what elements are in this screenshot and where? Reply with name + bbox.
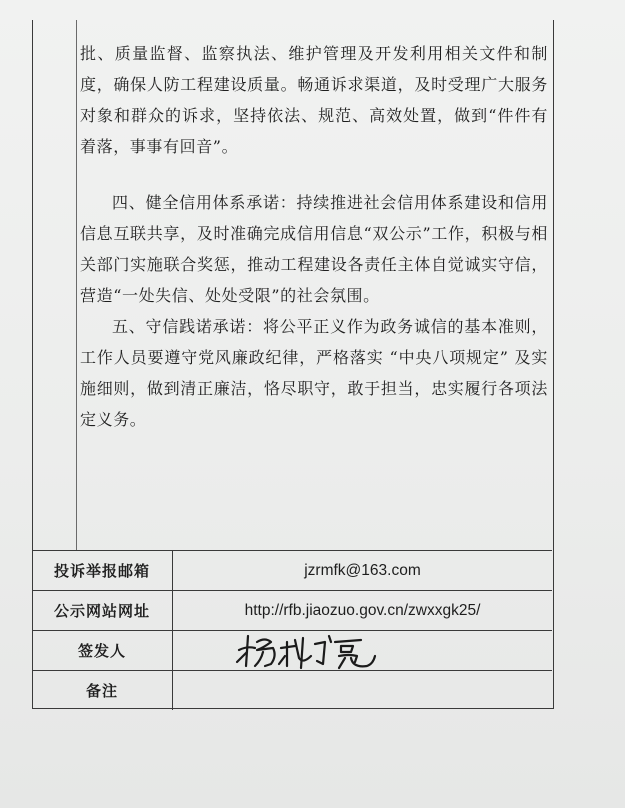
issuer-value <box>173 631 553 671</box>
contact-info-table <box>32 550 552 710</box>
remarks-value <box>173 671 553 711</box>
website-value: http://rfb.jiaozuo.gov.cn/zwxxgk25/ <box>173 591 553 631</box>
website-label: 公示网站网址 <box>32 591 173 631</box>
remarks-label: 备注 <box>32 671 173 711</box>
table-row <box>32 591 552 631</box>
paragraph-integrity: 五、守信践诺承诺：将公平正义作为政务诚信的基本准则， 工作人员要遵守党风廉政纪律，严格落实 “中央八项规定” 及实施细则，做到清正廉洁，恪尽职守，敢于担当，忠实履行各项法定义务。 <box>80 317 548 429</box>
issuer-label: 签发人 <box>32 631 173 671</box>
email-value: jzrmfk@163.com <box>173 551 553 591</box>
table-row <box>32 551 552 591</box>
handwritten-signature <box>233 628 383 672</box>
commitment-text <box>80 38 548 435</box>
table-row <box>32 671 552 711</box>
paragraph-credit-system: 四、健全信用体系承诺：持续推进社会信用体系建设和信用信息互联共享，及时准确完成信用信息“双公示”工作，积极与相关部门实施联合奖惩，推动工程建设各责任主体自觉诚实守信，营造“一处失信、处处受限”的社会氛围。 <box>80 193 548 305</box>
margin-line <box>76 20 77 550</box>
table-row <box>32 631 552 671</box>
email-label: 投诉举报邮箱 <box>32 551 173 591</box>
paragraph-service-channel: 批、质量监督、监察执法、维护管理及开发利用相关文件和制度，确保人防工程建设质量。畅通诉求渠道，及时受理广大服务对象和群众的诉求，坚持依法、规范、高效处置，做到“件件有着落，事事有回音”。 <box>80 44 548 156</box>
